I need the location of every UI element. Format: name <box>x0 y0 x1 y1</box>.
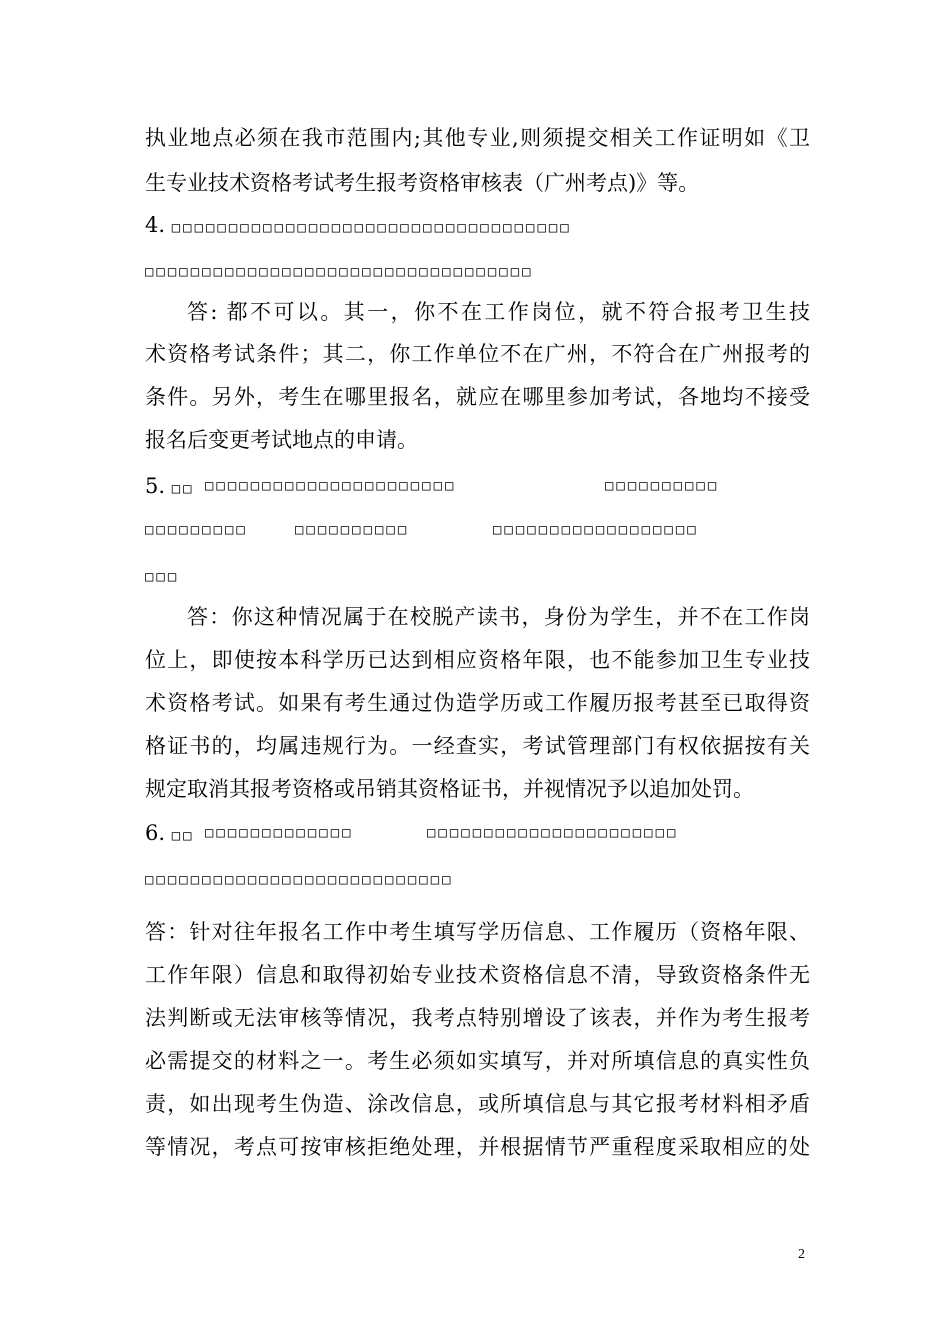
text-line: 术资格考试。如果有考生通过伪造学历或工作履历报考甚至已取得资 <box>145 691 810 715</box>
garbled-text: □□□□□□□□□ <box>145 522 248 538</box>
question-line <box>145 510 810 550</box>
question-number: 4. <box>145 213 172 237</box>
garbled-text: □□□□□□□□□□ <box>605 478 720 494</box>
text-line: 责，如出现考生伪造、涂改信息，或所填信息与其它报考材料相矛盾 <box>145 1092 810 1116</box>
garbled-text: □□□□□□□□□□ <box>295 522 410 538</box>
text-line: 报名后变更考试地点的申请。 <box>145 428 418 452</box>
garbled-text: □□□□□□□□□□□□□□□□□□□□□□□□□□□□□□□□□□ <box>145 264 534 280</box>
question-heading-5 <box>145 466 810 506</box>
text-line: 术资格考试条件；其二，你工作单位不在广州，不符合在广州报考的 <box>145 342 810 366</box>
garbled-text: □□□□□□□□□□□□□□□□□□□□□□ <box>427 825 679 841</box>
question-line <box>145 857 810 897</box>
page-number: 2 <box>798 1247 805 1262</box>
garbled-text: □□□□□□□□□□□□□□□□□□ <box>493 522 699 538</box>
garbled-text: □□□□□□□□□□□□□□□□□□□□□□□□□□□□□□□□□□□ <box>171 220 572 236</box>
garbled-text: □□□□□□□□□□□□□□□□□□□□□□□□□□□ <box>145 872 454 888</box>
garbled-text: □□ <box>171 828 195 844</box>
garbled-text: □□□□□□□□□□□□□ <box>205 825 354 841</box>
text-line: 必需提交的材料之一。考生必须如实填写，并对所填信息的真实性负 <box>145 1049 810 1073</box>
question-number: 6. <box>145 821 172 845</box>
question-number: 5. <box>145 474 172 498</box>
answer-line: 答: 都不可以。其一，你不在工作岗位，就不符合报考卫生技 <box>187 300 810 324</box>
text-line: 规定取消其报考资格或吊销其资格证书，并视情况予以追加处罚。 <box>145 777 754 801</box>
question-heading-6 <box>145 813 810 853</box>
text-line: 工作年限）信息和取得初始专业技术资格信息不清，导致资格条件无 <box>145 963 810 987</box>
question-heading-4 <box>145 205 810 245</box>
text-line: 法判断或无法审核等情况，我考点特别增设了该表，并作为考生报考 <box>145 1006 810 1030</box>
text-line: 条件。另外，考生在哪里报名，就应在哪里参加考试，各地均不接受 <box>145 385 810 409</box>
answer-line: 答：针对往年报名工作中考生填写学历信息、工作履历（资格年限、 <box>145 920 810 944</box>
garbled-text: □□ <box>171 481 195 497</box>
text-line: 位上，即使按本科学历已达到相应资格年限，也不能参加卫生专业技 <box>145 648 810 672</box>
question-line <box>145 249 810 289</box>
text-line: 生专业技术资格考试考生报考资格审核表（广州考点)》等。 <box>145 171 700 195</box>
answer-line: 答：你这种情况属于在校脱产读书，身份为学生，并不在工作岗 <box>187 605 810 629</box>
text-line: 格证书的，均属违规行为。一经查实，考试管理部门有权依据按有关 <box>145 734 810 758</box>
question-line <box>145 554 810 594</box>
garbled-text: □□□□□□□□□□□□□□□□□□□□□□ <box>205 478 457 494</box>
garbled-text: □□□ <box>145 569 180 585</box>
text-line: 等情况，考点可按审核拒绝处理，并根据情节严重程度采取相应的处 <box>145 1135 810 1159</box>
text-line: 执业地点必须在我市范围内;其他专业,则须提交相关工作证明如《卫 <box>145 126 810 150</box>
